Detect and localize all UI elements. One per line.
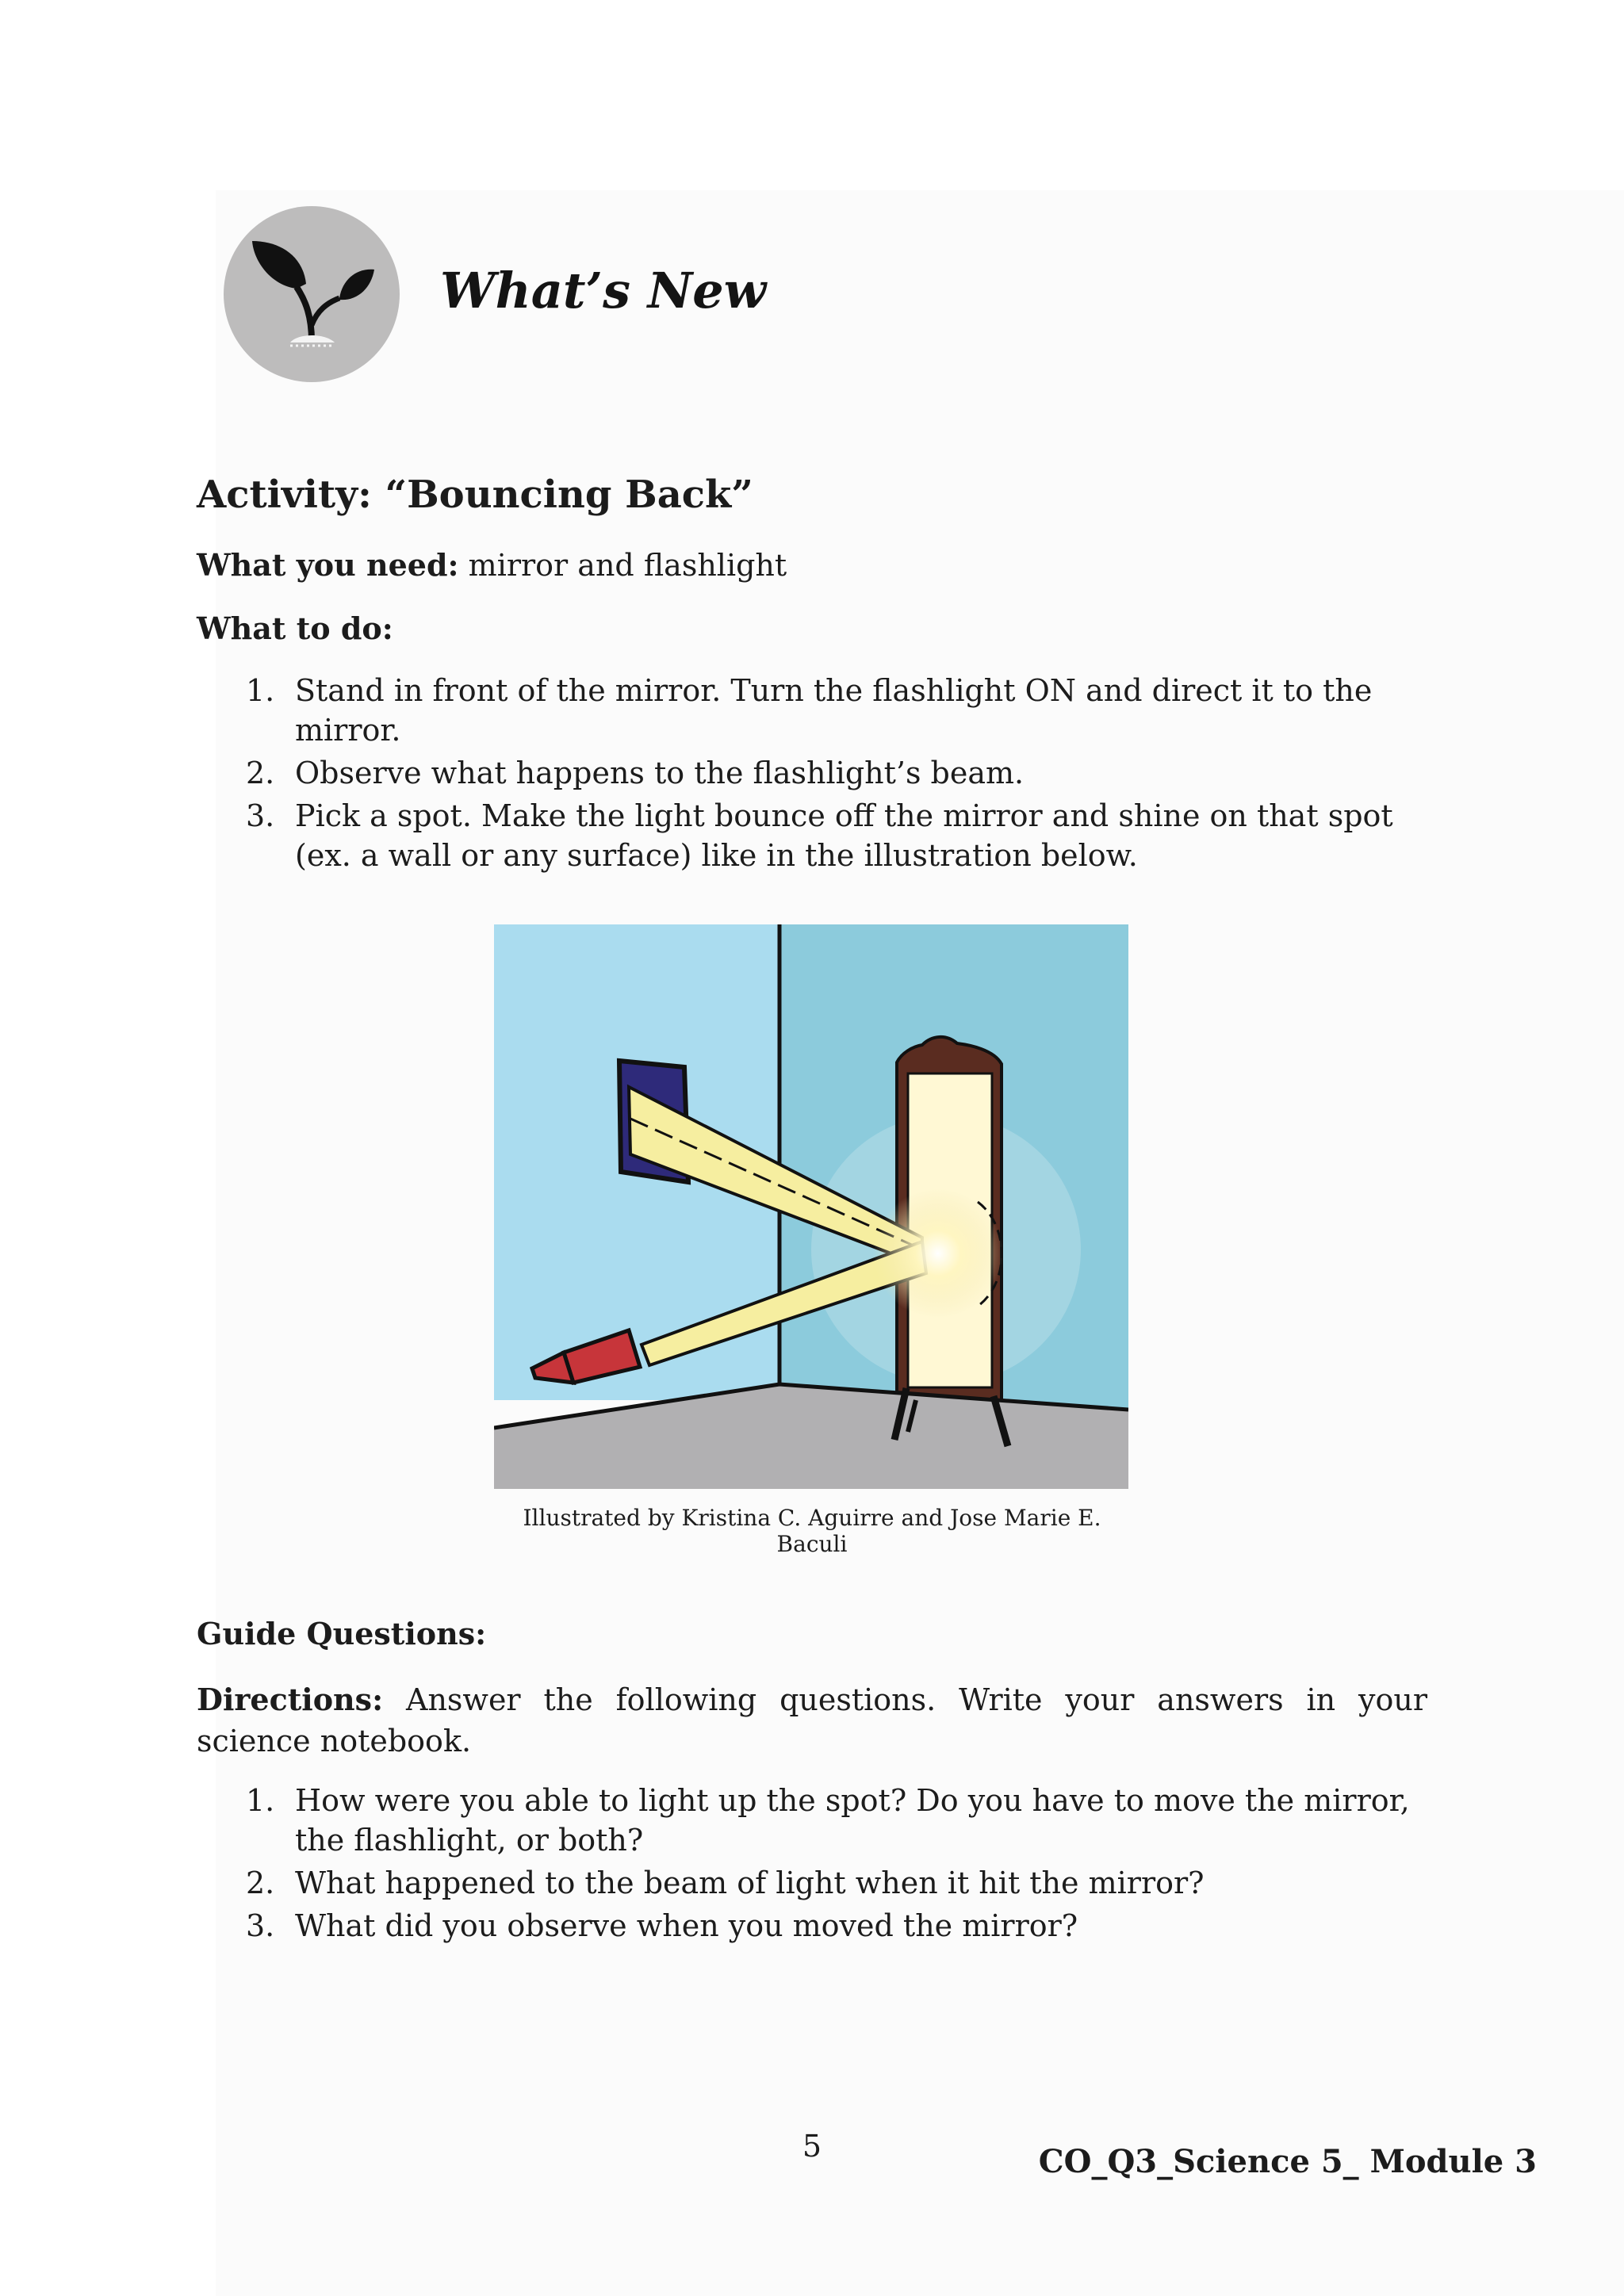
directions-paragraph xyxy=(197,1679,1427,1762)
activity-title: Activity: “Bouncing Back” xyxy=(197,473,753,517)
question-text: What happened to the beam of light when it hit the mirror? xyxy=(295,1866,1205,1900)
guide-label: Guide Questions: xyxy=(197,1616,487,1651)
step-text: Pick a spot. Make the light bounce off the mirror and shine on that spot (ex. a wall or any surface) like in the illustration below. xyxy=(295,798,1393,873)
step-number: 2. xyxy=(246,756,275,790)
step-text: Observe what happens to the flashlight’s beam. xyxy=(295,756,1025,790)
question-item xyxy=(197,1863,1434,1903)
guide-heading xyxy=(197,1614,486,1654)
procedure-step xyxy=(197,796,1434,875)
mirror-reflection-illustration xyxy=(494,924,1128,1489)
materials-line xyxy=(197,545,787,585)
procedure-list xyxy=(197,671,1434,878)
page-number: 5 xyxy=(802,2129,822,2164)
module-code: CO_Q3_Science 5_ Module 3 xyxy=(1038,2143,1537,2180)
step-text: Stand in front of the mirror. Turn the flashlight ON and direct it to the mirror. xyxy=(295,673,1373,748)
illustration-credit: Illustrated by Kristina C. Aguirre and Jose Marie E. Baculi xyxy=(523,1505,1101,1557)
question-number: 1. xyxy=(246,1783,275,1818)
step-number: 1. xyxy=(246,673,275,708)
procedure-label: What to do: xyxy=(197,610,393,646)
plant-sprout-icon xyxy=(224,206,400,382)
question-item xyxy=(197,1781,1434,1860)
step-number: 3. xyxy=(246,798,275,833)
materials-label: What you need: xyxy=(197,547,459,583)
procedure-heading xyxy=(197,609,393,649)
procedure-step xyxy=(197,671,1434,750)
question-text: What did you observe when you moved the mirror? xyxy=(295,1908,1078,1943)
question-number: 3. xyxy=(246,1908,275,1943)
materials-text: mirror and flashlight xyxy=(458,548,787,583)
section-title: What’s New xyxy=(440,262,767,320)
question-text: How were you able to light up the spot? Do you have to move the mirror, the flashlight, or both? xyxy=(295,1783,1410,1858)
directions-text: Answer the following questions. Write your answers in your science notebook. xyxy=(197,1682,1427,1758)
question-item xyxy=(197,1906,1434,1946)
question-number: 2. xyxy=(246,1866,275,1900)
procedure-step xyxy=(197,753,1434,793)
directions-label: Directions: xyxy=(197,1682,384,1717)
question-list xyxy=(197,1781,1434,1949)
